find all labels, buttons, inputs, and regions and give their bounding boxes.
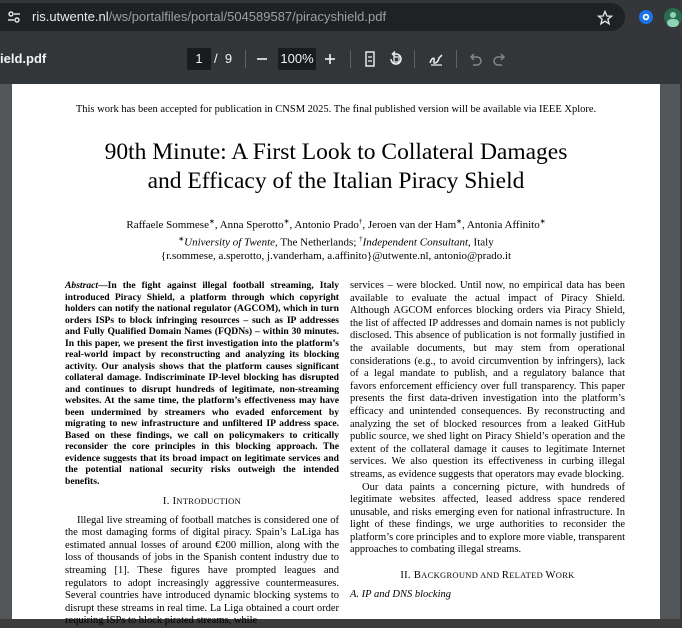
abstract-text: —In the fight against illegal football streaming, Italy introduced Piracy Shield, a platform through which copyright holders can notify the national regulator (AGCOM), which in turn orders ISPs to block infringing resources – such as IP addresses and Fully Qualified Domain Names (FQDNs) – within 30 minutes. In this paper, we present the first investigation into the platform’s real-world impact by reconstructing and analyzing its blocking activity. Our analysis shows that the platform causes significant collateral damage. Indiscriminate IP-level blocking has disrupted and continues to disrupt hundreds of legitimate, non-streaming websites. At the same time, the platform’s effectiveness may have been undermined by streamers who evaded enforcement by migrating to new infrastructure and unfiltered IP address space. Based on these findings, we call on policymakers to critically reconsider the core principles in this blocking approach. The evidence suggests that its broad impact on legitimate services and the potential national security risks outweigh the intended benefits. [65, 280, 339, 487]
intro-paragraph: Illegal live streaming of football matches is considered one of the most damaging forms of digital piracy. Spain’s LaLiga has estimated annual losses of around €200 million, along with the loss of thousands of jobs in the Spanish content industry due to streaming [1]. These figures have prompted leagues and regulators to adopt increasingly aggressive countermeasures. Several countries have introduced dynamic blocking systems to disrupt these streams in real time. La Liga obtained a court order requiring ISPs to block pirated streams, while [65, 514, 339, 627]
url-host: ris.utwente.nl [32, 9, 109, 24]
author-list [12, 214, 660, 232]
toolbar-divider [245, 50, 246, 68]
zoom-out-icon[interactable] [252, 49, 272, 69]
page-count [214, 51, 232, 66]
subsection-heading: A. IP and DNS blocking [350, 588, 452, 600]
author: Antonia Affinito∗ [466, 217, 546, 231]
title-line: 90th Minute: A First Look to Collateral Damages [104, 139, 568, 165]
author: Jeroen van der Ham∗, [367, 217, 467, 231]
rotate-icon[interactable] [386, 49, 406, 69]
bookmark-star-icon[interactable] [597, 10, 613, 26]
toolbar-divider [456, 50, 457, 68]
author-block [12, 214, 660, 263]
affiliation: Independent Consultant [362, 236, 469, 249]
body-paragraph: Our data paints a concerning picture, with hundreds of legitimate websites affected, leased address space rendered unusable, and risks emerging even for national infrastructure. In light of these findings, we urge authorities to reconsider the platform’s core principles and to explore more viable, transparent approaches to combating illegal streams. [350, 481, 625, 556]
browser-address-bar [0, 0, 680, 34]
author: Raffaele Sommese∗, [126, 217, 220, 231]
zoom-level-input[interactable]: 100% [278, 48, 316, 70]
toolbar-divider [350, 50, 351, 68]
redo-icon[interactable] [490, 49, 510, 69]
affiliations: ∗University of Twente, The Netherlands; †Independent Consultant, Italy [178, 234, 494, 249]
publication-notice: This work has been accepted for publication in CNSM 2025. The final published version will be available via IEEE Xplore. [75, 104, 597, 115]
url-path: /ws/portalfiles/portal/504589587/piracyshield.pdf [108, 9, 387, 24]
annotate-pen-icon[interactable] [426, 49, 446, 69]
abstract [65, 280, 339, 487]
pdf-toolbar [0, 34, 680, 84]
omnibox[interactable] [0, 3, 625, 31]
left-column [65, 280, 339, 628]
page-number-input[interactable]: 1 [187, 48, 211, 70]
abstract-label: Abstract [65, 280, 99, 291]
pdf-filename: ield.pdf [0, 51, 47, 66]
affiliation: University of Twente [184, 236, 276, 249]
author: Antonio Prado†, [294, 217, 368, 231]
zoom-in-icon[interactable] [320, 49, 340, 69]
total-pages: 9 [224, 51, 233, 66]
undo-icon[interactable] [465, 49, 485, 69]
url-text[interactable] [32, 9, 386, 25]
extension-icon[interactable] [637, 8, 655, 26]
profile-avatar[interactable] [664, 8, 682, 26]
pdf-viewer[interactable] [0, 84, 680, 627]
body-paragraph: services – were blocked. Until now, no empirical data has been available to evaluate the actual impact of Piracy Shield. Although AGCOM enforces blocking orders via Piracy Shield, the list of affected IP addresses and domain names is not publicly disclosed. This absence of publication is not formally justified in the available documents, but may stem from operational considerations (e.g., to avoid circumvention by infringers), lack of a legal mandate to publish, and a regulatory balance that favors enforcement efficiency over full transparency. This paper presents the first data-driven investigation into the platform’s efficacy and unintended consequences. By reconstructing and analyzing the set of blocked resources from a leaked GitHub public source, we shed light on Piracy Shield’s operation and the extent of the collateral damage it causes to legitimate Internet services. We also question its effectiveness in curbing illegal streams, as evidence suggests that operators may evade blocking. [350, 280, 625, 480]
fit-to-page-icon[interactable] [360, 49, 380, 69]
toolbar-divider [414, 50, 415, 68]
title-line: and Efficacy of the Italian Piracy Shield [147, 168, 525, 194]
author-emails: {r.sommese, a.sperotto, j.vanderham, a.affinito}@utwente.nl, antonio@prado.it [160, 250, 512, 263]
site-info-icon[interactable] [6, 9, 22, 25]
author: Anna Sperotto∗, [219, 217, 295, 231]
section-heading-background: II. BACKGROUND AND RELATED WORK [400, 570, 575, 582]
right-column [350, 280, 625, 601]
section-heading-introduction: I. INTRODUCTION [162, 496, 242, 507]
paper-title [12, 138, 660, 196]
pdf-page [12, 84, 660, 627]
page-separator: / [214, 51, 218, 66]
